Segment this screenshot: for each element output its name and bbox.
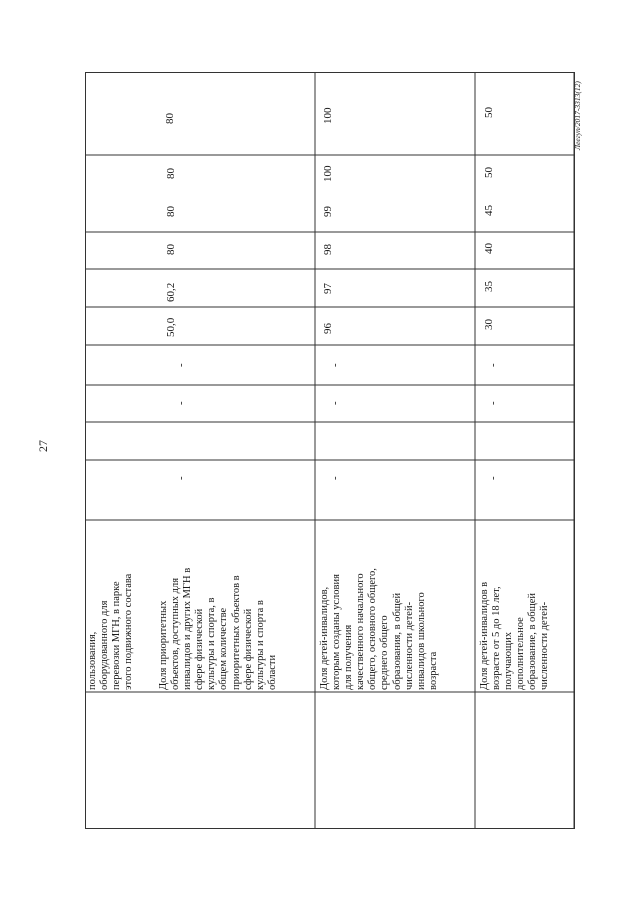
target-cell-1: 80 (164, 113, 176, 124)
indicator-cell-2: Доля приоритетных объектов, доступных для инвалидов и других МГН в сфере физической культуры и спорта, в общем количестве приоритетных объектов в сфере физической культуры и спорта в области (158, 567, 278, 690)
row2-value-2: - (175, 401, 187, 405)
page-number: 27 (36, 440, 50, 452)
row3-value-3: - (329, 363, 341, 367)
row4-value-8: 50 (483, 167, 495, 178)
row4-value-5: 35 (483, 281, 495, 292)
target-cell-4: 50 (483, 107, 495, 118)
row3-value-5: 97 (322, 283, 334, 294)
indicator-cell-3: Доля детей-инвалидов, которым созданы условия для получения качественного начального общего, основного общего, среднего общего образования, в общей численности детей- инвалидов школьного возраста (319, 568, 439, 690)
row3-value-4: 96 (322, 323, 334, 334)
row4-value-2: - (487, 401, 499, 405)
table-grid (85, 72, 575, 829)
row4-value-3: - (487, 363, 499, 367)
row3-value-8: 100 (322, 165, 334, 182)
row4-value-4: 30 (483, 319, 495, 330)
row2-value-4: 50,0 (165, 317, 177, 337)
row2-value-1: - (175, 476, 187, 480)
indicators-table (85, 72, 575, 829)
indicator-cell-4: Доля детей-инвалидов в возрасте от 5 до 18 лет, получающих дополнительное образование, в общей численности детей- (479, 581, 551, 690)
row4-value-7: 45 (483, 205, 495, 216)
row2-value-5: 60,2 (165, 282, 177, 302)
row3-value-6: 98 (322, 244, 334, 255)
target-cell-3: 100 (322, 107, 334, 124)
row2-value-6: 80 (165, 244, 177, 255)
row3-value-2: - (329, 401, 341, 405)
row2-value-8: 80 (165, 168, 177, 179)
indicator-cell-1: пользования, оборудованного для перевозки МГН, в парке этого подвижного состава (87, 573, 135, 690)
stamp-text: Леегуп/2017-3313(12) (573, 81, 582, 150)
row3-value-7: 99 (322, 206, 334, 217)
row3-value-1: - (329, 476, 341, 480)
row2-value-3: - (175, 363, 187, 367)
row2-value-7: 80 (165, 206, 177, 217)
row4-value-1: - (487, 476, 499, 480)
row4-value-6: 40 (483, 243, 495, 254)
